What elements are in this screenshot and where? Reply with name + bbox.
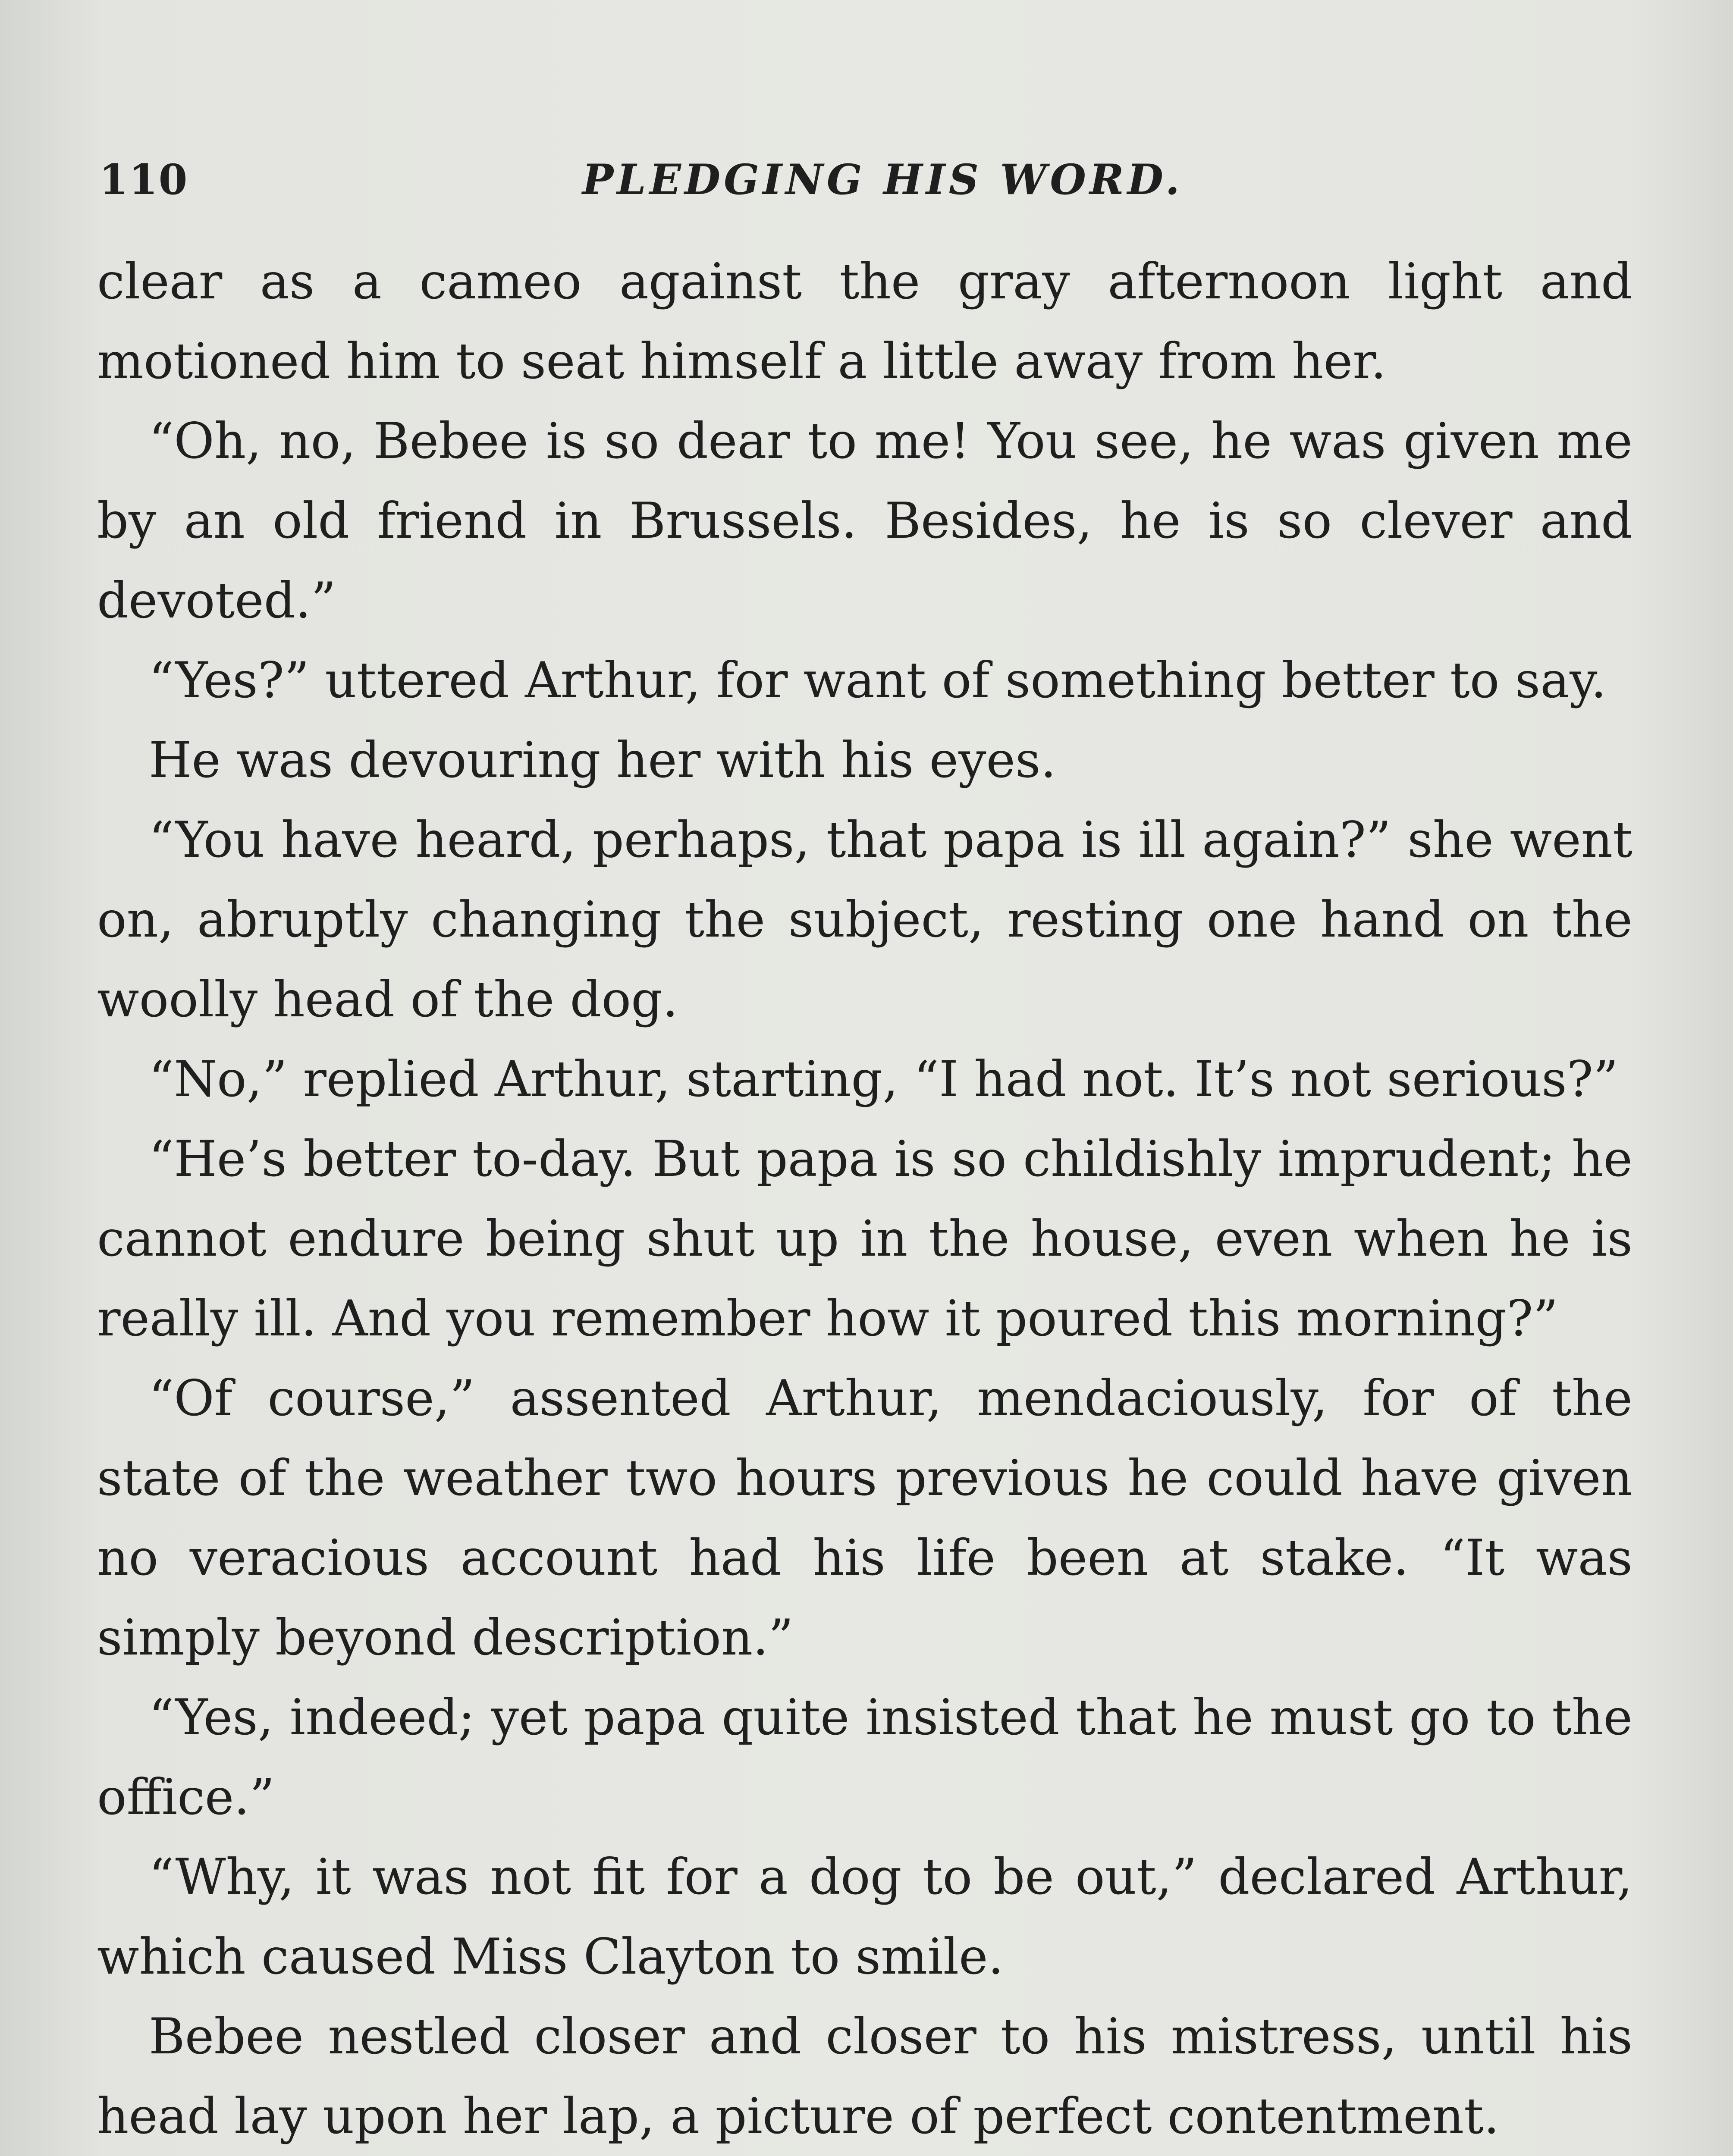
body-text (97, 241, 1633, 2156)
paragraph: Bebee nestled closer and closer to his mistress, until his head lay upon her lap, a picture of perfect contentment. (97, 2008, 1633, 2145)
page-header (99, 155, 1635, 220)
paragraph: “You have heard, perhaps, that papa is ill again?” she went on, abruptly changing the subject, resting one hand on the woolly head of the dog. (97, 811, 1633, 1028)
running-title: PLEDGING HIS WORD. (582, 155, 1183, 204)
paragraph: “He’s better to-day. But papa is so childishly imprudent; he cannot endure being shut up in the house, even when he is really ill. And you remember how it poured this morning?” (97, 1130, 1633, 1347)
paragraph: “Yes, indeed; yet papa quite insisted that he must go to the office.” (97, 1689, 1633, 1826)
paragraph: “Of course,” assented Arthur, mendaciously, for of the state of the weather two hours previous he could have given no veracious account had his life been at stake. “It was simply beyond description.” (97, 1369, 1633, 1666)
paragraph: “No,” replied Arthur, starting, “I had not. It’s not serious?” (149, 1050, 1619, 1108)
paragraph: He was devouring her with his eyes. (149, 731, 1056, 789)
page-number: 110 (99, 155, 188, 204)
paragraph: “Why, it was not fit for a dog to be out,” declared Arthur, which caused Miss Clayton to smile. (97, 1848, 1633, 1985)
paragraph: clear as a cameo against the gray afternoon light and motioned him to seat himself a little away from her. (97, 253, 1633, 390)
paragraph: “Yes?” uttered Arthur, for want of something better to say. (149, 652, 1607, 709)
paragraph: “Oh, no, Bebee is so dear to me! You see, he was given me by an old friend in Brussels. Besides, he is so clever and devoted.” (97, 412, 1633, 629)
